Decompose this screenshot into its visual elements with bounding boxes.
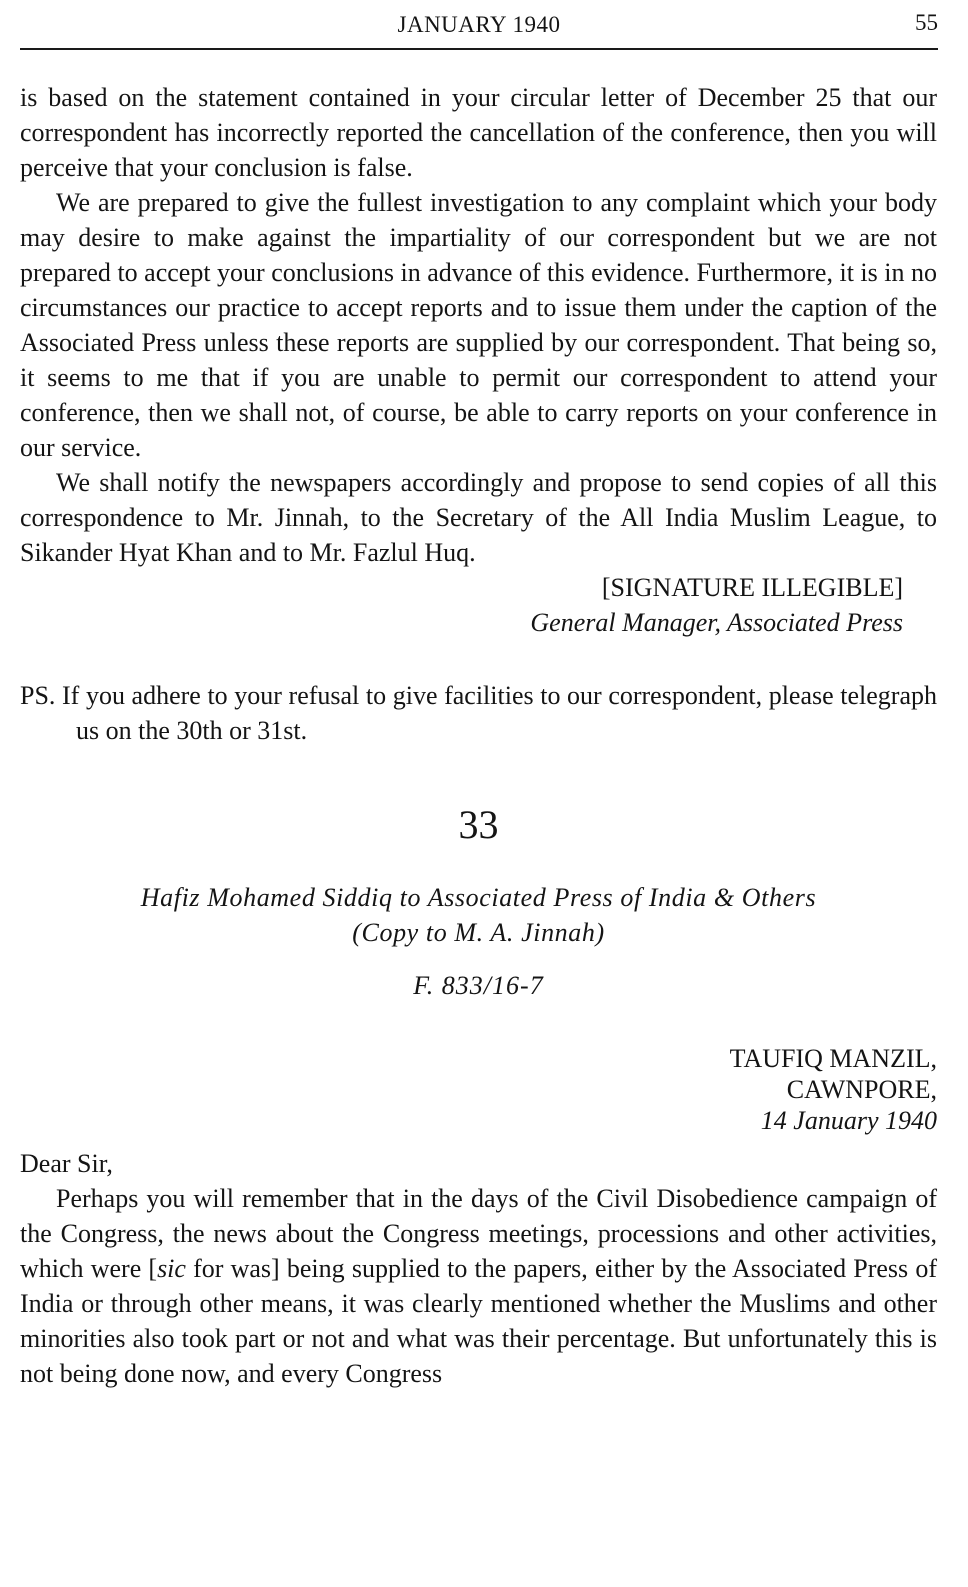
sender-address [20,1043,937,1136]
address-line: CAWNPORE, [786,1075,937,1104]
paragraph: We shall notify the newspapers accordingly and propose to send copies of all this correspondence to Mr. Jinnah, to the Secretary of the All India Muslim League, to Sikander Hyat Khan and to Mr. Fazlul Huq. [20,468,937,567]
document-heading-line: Hafiz Mohamed Siddiq to Associated Press of India & Others [140,883,817,912]
file-reference: F. 833/16-7 [413,971,544,1000]
document-heading [20,880,937,950]
address-line: TAUFIQ MANZIL, [729,1044,937,1073]
postscript: PS. If you adhere to your refusal to give facilities to our correspondent, please telegraph us on the 30th or 31st. [20,681,937,745]
paragraph-text: Perhaps you will remember that in the days of the Civil Disobedience campaign of the Congress, the news about the Congress meetings, processions and other activities, which were [ [20,1184,937,1283]
signature: [SIGNATURE ILLEGIBLE] [601,573,903,602]
salutation: Dear Sir, [20,1149,113,1178]
signature-title: General Manager, Associated Press [530,608,903,637]
page-content [20,80,937,1391]
paragraph-continued: is based on the statement contained in your circular letter of December 25 that our correspondent has incorrectly reported the cancellation of the conference, then you will perceive that your conclusion is false. [20,83,937,182]
paragraph [20,1181,937,1391]
document-number: 33 [458,802,499,847]
document-heading-line: (Copy to M. A. Jinnah) [352,918,605,947]
letter-date: 14 January 1940 [760,1106,937,1135]
page-number: 55 [915,10,938,35]
paragraph-text: for was] being supplied to the papers, either by the Associated Press of India or through other means, it was clearly mentioned whether the Muslims and other minorities also took part or not and what was their percentage. But unfortunately this is not being done now, and every Congress [20,1254,937,1388]
paragraph: We are prepared to give the fullest investigation to any complaint which your body may desire to make against the impartiality of our correspondent but we are not prepared to accept your conclusions in advance of this evidence. Furthermore, it is in no circumstances our practice to accept reports and to issue them under the caption of the Associated Press unless these reports are supplied by our correspondent. That being so, it seems to me that if you are unable to permit our correspondent to attend your conference, then we shall not, of course, be able to carry reports on your conference in our service. [20,188,937,462]
sic-note: sic [157,1254,186,1283]
running-header [20,8,938,50]
running-title: JANUARY 1940 [397,12,561,37]
